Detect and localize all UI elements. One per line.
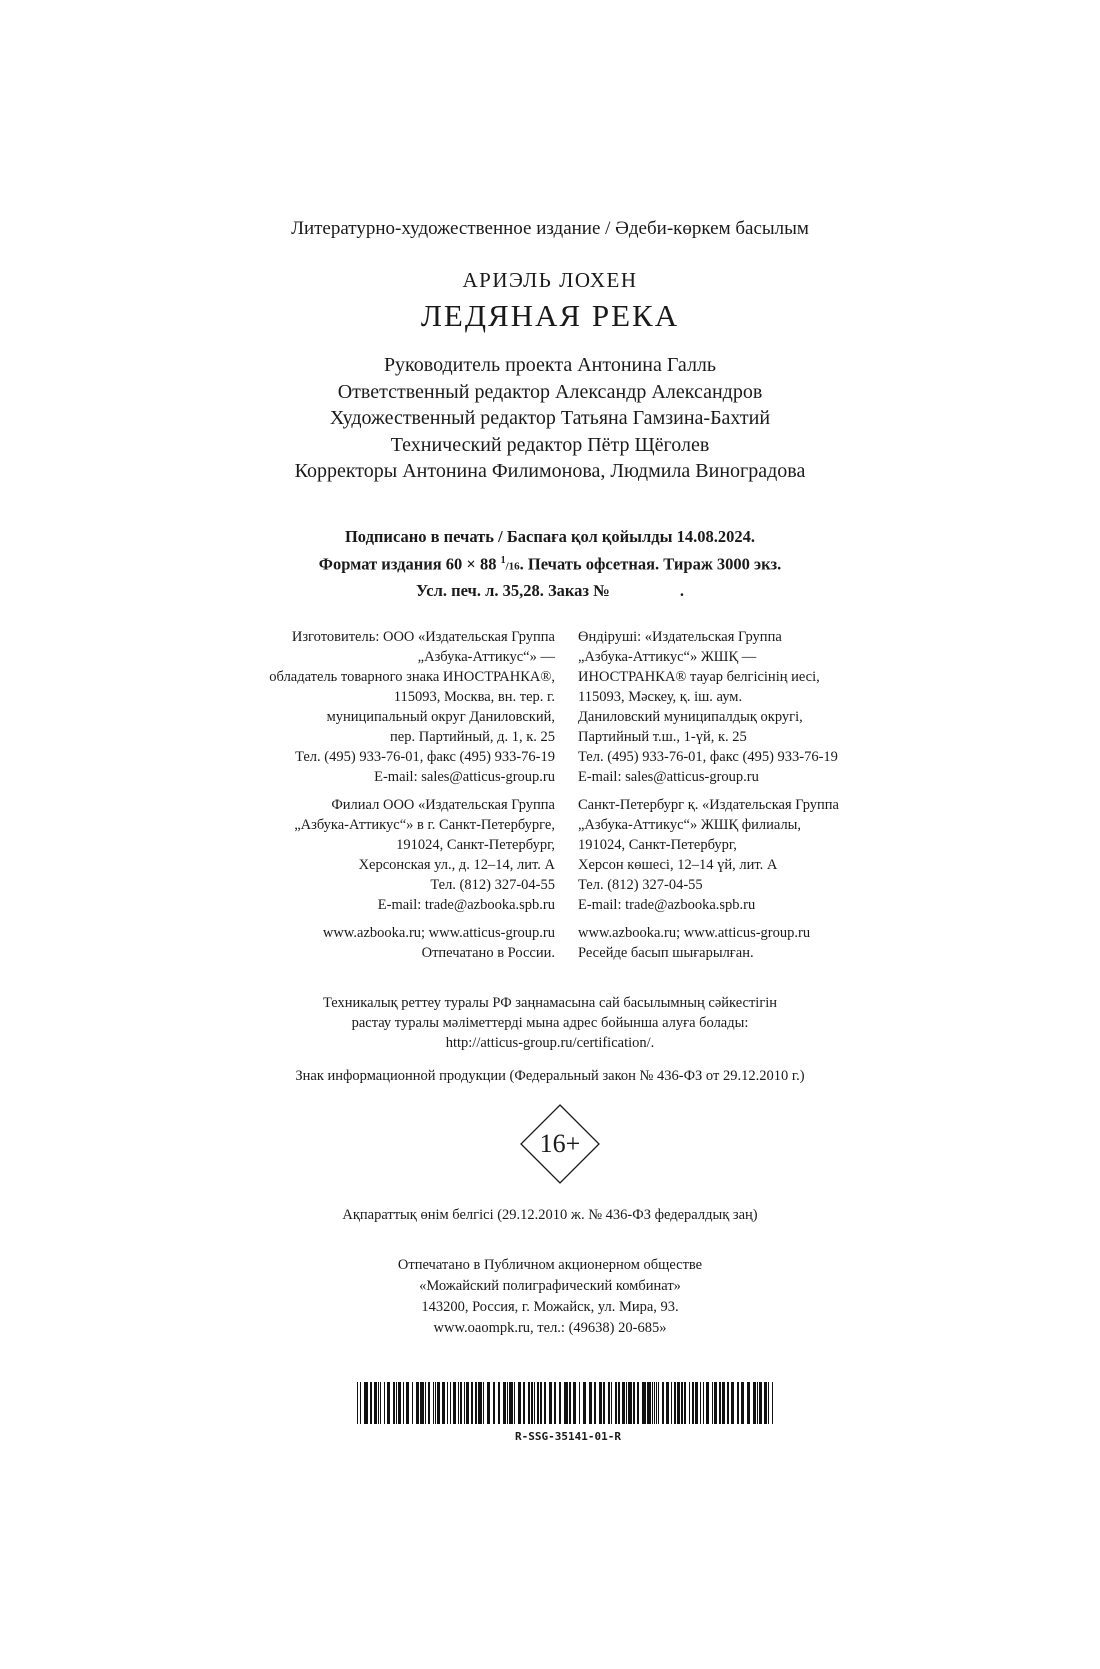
barcode-bar [628, 1382, 632, 1424]
text-line: муниципальный округ Даниловский, [326, 709, 555, 725]
barcode-bar [453, 1382, 456, 1424]
format-text: Формат издания 60 × 88 [318, 554, 501, 574]
barcode-bar [652, 1382, 653, 1424]
barcode-bar [589, 1382, 592, 1424]
credit-line: Художественный редактор Татьяна Гамзина-Бахтий [329, 407, 771, 429]
branch-block-kz [578, 795, 908, 915]
barcode-bar [374, 1382, 377, 1424]
book-title: ЛЕДЯНАЯ РЕКА [420, 298, 680, 333]
barcode-bar [549, 1382, 552, 1424]
text-line: Тел. (812) 327-04-55 [578, 877, 703, 893]
barcode-bar [537, 1382, 539, 1424]
barcode-bar [357, 1382, 358, 1424]
barcode-bar [764, 1382, 767, 1424]
age-rating-badge [520, 1104, 600, 1184]
barcode-bar [396, 1382, 397, 1424]
barcode-bar [428, 1382, 430, 1424]
text-line: E-mail: sales@atticus-group.ru [578, 769, 759, 785]
printer-block [0, 1255, 1100, 1339]
barcode-bar [393, 1382, 395, 1424]
author-name: АРИЭЛЬ ЛОХЕН [462, 268, 638, 292]
barcode-bar [695, 1382, 698, 1424]
barcode-bar [554, 1382, 556, 1424]
text-line: Изготовитель: ООО «Издательская Группа [291, 629, 555, 645]
text-line: E-mail: trade@azbooka.spb.ru [578, 897, 756, 913]
text-line: 191024, Санкт-Петербург, [396, 837, 555, 853]
barcode-bar [483, 1382, 484, 1424]
barcode-bar [458, 1382, 459, 1424]
footer-block-kz [578, 923, 908, 963]
barcode-bar [425, 1382, 426, 1424]
barcode-bar [466, 1382, 469, 1424]
text-line: пер. Партийный, д. 1, к. 25 [390, 729, 555, 745]
barcode-bar [475, 1382, 477, 1424]
barcode-bar [603, 1382, 605, 1424]
text-line: Тел. (812) 327-04-55 [430, 877, 555, 893]
barcode-bar [753, 1382, 756, 1424]
barcode-bar [741, 1382, 744, 1424]
barcode-bar [642, 1382, 646, 1424]
barcode-bar [523, 1382, 525, 1424]
barcode-bar [772, 1382, 773, 1424]
print-signed-line: Подписано в печать / Баспаға қол қойылды 14.08.2024. [344, 527, 756, 546]
print-format-line [0, 549, 1100, 579]
barcode-bar [528, 1382, 530, 1424]
barcode-bar [507, 1382, 508, 1424]
text-line: Херсон көшесі, 12–14 үй, лит. А [578, 857, 778, 873]
barcode-bar [759, 1382, 762, 1424]
barcode-bar [559, 1382, 561, 1424]
age-rating-text: 16+ [539, 1129, 581, 1158]
barcode-bar [768, 1382, 769, 1424]
footer-block-ru [225, 923, 555, 963]
barcode-bar [447, 1382, 448, 1424]
barcode-bar [737, 1382, 739, 1424]
barcode-bar [437, 1382, 440, 1424]
barcode-bar [706, 1382, 709, 1424]
barcode-bar [654, 1382, 655, 1424]
barcode-bar [703, 1382, 704, 1424]
barcode-bar [406, 1382, 409, 1424]
right-column [578, 627, 908, 971]
barcode-bar [534, 1382, 535, 1424]
barcode-bar [398, 1382, 401, 1424]
text-line: www.azbooka.ru; www.atticus-group.ru [578, 925, 811, 941]
barcode-bar [615, 1382, 617, 1424]
barcode-bar [684, 1382, 686, 1424]
barcode-bar [618, 1382, 620, 1424]
branch-block-ru [225, 795, 555, 915]
barcode-bar [647, 1382, 651, 1424]
text-line: «Можайский полиграфический комбинат» [419, 1278, 681, 1294]
barcode-bar [727, 1382, 729, 1424]
barcode-bar [370, 1382, 372, 1424]
barcode-bar [656, 1382, 657, 1424]
credits-block [0, 352, 1100, 485]
barcode-bar [420, 1382, 424, 1424]
barcode-bar [626, 1382, 627, 1424]
text-line: Даниловский муниципалдық округі, [578, 709, 803, 725]
text-line: E-mail: trade@azbooka.spb.ru [377, 897, 555, 913]
barcode-bar [514, 1382, 515, 1424]
barcode-bar [509, 1382, 513, 1424]
text-line: http://atticus-group.ru/certification/. [445, 1035, 655, 1051]
barcode-bar [487, 1382, 490, 1424]
barcode-bar [662, 1382, 664, 1424]
barcode-bar [387, 1382, 390, 1424]
text-line: 115093, Москва, вн. тер. г. [393, 689, 555, 705]
barcode-bar [599, 1382, 602, 1424]
barcode-bar [692, 1382, 694, 1424]
text-line: Филиал ООО «Издательская Группа [331, 797, 555, 813]
barcode-bar [700, 1382, 701, 1424]
text-line: Херсонская ул., д. 12–14, лит. А [358, 857, 555, 873]
barcode-bar [471, 1382, 473, 1424]
barcode-bar [498, 1382, 500, 1424]
barcode-bar [403, 1382, 404, 1424]
info-sign-caption: Знак информационной продукции (Федеральный закон № 436-ФЗ от 29.12.2010 г.) [295, 1068, 805, 1084]
text-line: Өндіруші: «Издательская Группа [578, 629, 782, 645]
certification-block [0, 993, 1100, 1053]
text-line: Ресейде басып шығарылған. [578, 945, 754, 961]
barcode-bar [689, 1382, 690, 1424]
text-line: Тел. (495) 933-76-01, факс (495) 933-76-19 [295, 749, 555, 765]
text-line: E-mail: sales@atticus-group.ru [374, 769, 555, 785]
barcode-bar [583, 1382, 586, 1424]
barcode-bar [360, 1382, 361, 1424]
barcode-bar [435, 1382, 436, 1424]
barcode-bar [573, 1382, 576, 1424]
text-line: Отпечатано в Публичном акционерном обществе [397, 1257, 703, 1273]
manufacturer-block-kz [578, 627, 908, 787]
text-line: „Азбука-Аттикус“» в г. Санкт-Петербурге, [294, 817, 555, 833]
text-line: 191024, Санкт-Петербург, [578, 837, 737, 853]
barcode-bar [442, 1382, 445, 1424]
text-line: Санкт-Петербург қ. «Издательская Группа [578, 797, 839, 813]
barcode-bar [747, 1382, 750, 1424]
barcode-bar [757, 1382, 758, 1424]
credit-line: Технический редактор Пётр Щёголев [390, 433, 710, 456]
barcode-bar [622, 1382, 625, 1424]
format-fraction-den: /16 [505, 560, 520, 573]
barcode-bar [579, 1382, 580, 1424]
barcode-bar [611, 1382, 612, 1424]
barcode-bar [677, 1382, 680, 1424]
edition-type: Литературно-художественное издание / Әдеби-көркем басылым [291, 218, 809, 239]
left-column [225, 627, 555, 971]
barcode-bar [671, 1382, 672, 1424]
text-line: „Азбука-Аттикус“» ЖШҚ — [578, 649, 757, 665]
barcode-bar [378, 1382, 379, 1424]
barcode-bar [364, 1382, 368, 1424]
barcode-bar [416, 1382, 419, 1424]
text-line: Отпечатано в России. [421, 945, 555, 961]
manufacturer-block-ru [225, 627, 555, 787]
text-line: Партийный т.ш., 1-үй, к. 25 [578, 729, 747, 745]
barcode-bar [594, 1382, 596, 1424]
barcode-bar [714, 1382, 717, 1424]
text-line: „Азбука-Аттикус“» ЖШҚ филиалы, [578, 817, 802, 833]
info-sign-caption-kz: Ақпараттық өнім белгісі (29.12.2010 ж. № 436-ФЗ федералдық заң) [342, 1207, 758, 1223]
barcode-bar [731, 1382, 734, 1424]
barcode-bar [637, 1382, 639, 1424]
text-line: Тел. (495) 933-76-01, факс (495) 933-76-19 [578, 749, 838, 765]
barcode-bar [719, 1382, 721, 1424]
barcode-bar [569, 1382, 571, 1424]
text-line: обладатель товарного знака ИНОСТРАНКА®, [269, 669, 555, 685]
text-line: Техникалық реттеу туралы РФ заңнамасына сай басылымның сәйкестігін [322, 995, 778, 1011]
barcode-bar [478, 1382, 482, 1424]
barcode-bar [464, 1382, 465, 1424]
text-line: растау туралы мәліметтерді мына адрес бойынша алуға болады: [351, 1015, 749, 1031]
barcode-bar [722, 1382, 725, 1424]
format-text-after: . Печать офсетная. Тираж 3000 экз. [519, 554, 782, 574]
credit-line: Руководитель проекта Антонина Галль [383, 354, 717, 376]
text-line: www.oaompk.ru, тел.: (49638) 20-685» [433, 1320, 667, 1336]
text-line: „Азбука-Аттикус“» — [417, 649, 555, 665]
barcode-bar [412, 1382, 413, 1424]
text-line: 115093, Мәскеу, қ. іш. аум. [578, 689, 743, 705]
barcode-bar [608, 1382, 610, 1424]
barcode-bar [666, 1382, 669, 1424]
barcode-code: R-SSG-35141-01-R [515, 1430, 621, 1443]
barcode-bar [674, 1382, 676, 1424]
barcode-bar [460, 1382, 462, 1424]
text-line: 143200, Россия, г. Можайск, ул. Мира, 93. [421, 1299, 679, 1315]
print-info-block [0, 525, 1100, 603]
format-fraction-num: 1 [500, 555, 506, 566]
credit-line: Корректоры Антонина Филимонова, Людмила Виноградова [294, 460, 806, 482]
barcode-bars [355, 1382, 780, 1426]
barcode-bar [564, 1382, 568, 1424]
barcode-bar [633, 1382, 635, 1424]
barcode-bar [531, 1382, 533, 1424]
barcode-bar [493, 1382, 495, 1424]
barcode-bar [384, 1382, 385, 1424]
barcode-bar [712, 1382, 713, 1424]
barcode-bar [380, 1382, 381, 1424]
text-line: ИНОСТРАНКА® тауар белгісінің иесі, [578, 669, 820, 685]
barcode [355, 1382, 780, 1443]
barcode-bar [503, 1382, 506, 1424]
barcode-bar [658, 1382, 659, 1424]
barcode-bar [540, 1382, 542, 1424]
barcode-bar [433, 1382, 434, 1424]
print-order-line: Усл. печ. л. 35,28. Заказ № . [415, 580, 685, 600]
barcode-bar [681, 1382, 683, 1424]
barcode-bar [518, 1382, 521, 1424]
credit-line: Ответственный редактор Александр Александров [337, 380, 763, 403]
text-line: www.azbooka.ru; www.atticus-group.ru [322, 925, 555, 941]
barcode-bar [450, 1382, 451, 1424]
barcode-bar [544, 1382, 546, 1424]
